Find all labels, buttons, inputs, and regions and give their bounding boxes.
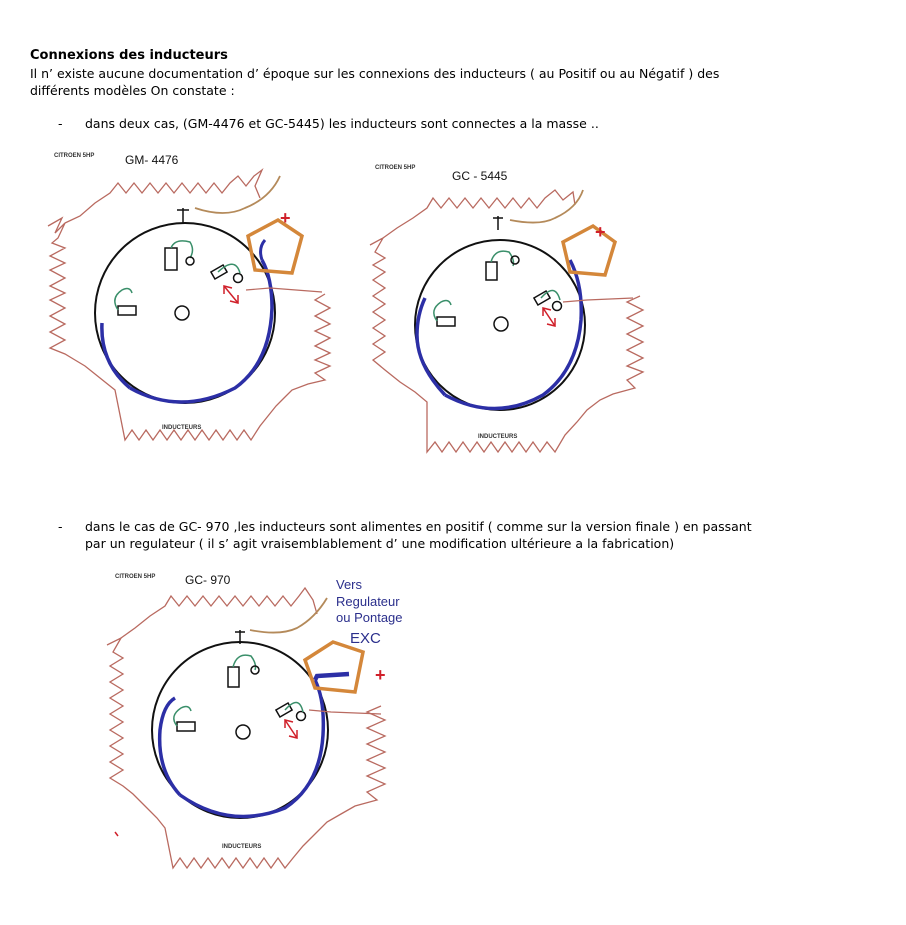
brand-label: CITROEN 5HP bbox=[54, 153, 95, 159]
bullet-text-line-1: dans le cas de GC- 970 ,les inducteurs sont alimentes en positif ( comme sur la version finale ) en passant bbox=[85, 519, 752, 534]
intro-line-1: Il n’ existe aucune documentation d’ époque sur les connexions des inducteurs ( au Positif ou au Négatif ) des bbox=[30, 66, 720, 81]
model-label: GM- 4476 bbox=[125, 153, 179, 167]
blue-wire bbox=[160, 698, 180, 795]
bullet-dash: - bbox=[58, 519, 63, 534]
bullet-text-line-2: par un regulateur ( il s’ agit vraisemblablement d’ une modification ultérieure a la fabrication) bbox=[85, 536, 675, 551]
brush-holder-icon bbox=[486, 262, 497, 280]
coil-label: INDUCTEURS bbox=[478, 434, 518, 440]
intro-line-2: différents modèles On constate : bbox=[30, 83, 235, 98]
brush-holder-icon bbox=[228, 667, 239, 687]
terminal-block bbox=[563, 226, 615, 275]
blue-wire bbox=[417, 298, 445, 395]
inductor-zigzag-top bbox=[65, 170, 262, 223]
terminal-block bbox=[248, 220, 302, 273]
diagram-gc-5445 bbox=[365, 160, 655, 460]
brand-label: CITROEN 5HP bbox=[115, 574, 156, 580]
inductor-zigzag bbox=[370, 238, 643, 452]
positive-sign: + bbox=[375, 665, 386, 685]
bullet-text: dans deux cas, (GM-4476 et GC-5445) les inducteurs sont connectes a la masse .. bbox=[85, 116, 599, 131]
brand-label: CITROEN 5HP bbox=[375, 165, 416, 171]
bullet-text bbox=[85, 518, 752, 552]
brush-holder-icon bbox=[165, 248, 177, 270]
housing-circle bbox=[415, 240, 585, 410]
double-arrow-icon bbox=[285, 720, 297, 738]
shaft-icon bbox=[494, 317, 508, 331]
model-label: GC- 970 bbox=[185, 573, 231, 587]
positive-sign: + bbox=[595, 222, 606, 242]
intro-paragraph bbox=[30, 65, 870, 99]
shaft-icon bbox=[236, 725, 250, 739]
terminal-block bbox=[305, 642, 363, 692]
section-heading: Connexions des inducteurs bbox=[30, 48, 228, 63]
double-arrow-icon bbox=[543, 308, 555, 326]
shaft-icon bbox=[175, 306, 189, 320]
regulator-note-line-2: Regulateur bbox=[336, 594, 400, 609]
double-arrow-icon bbox=[224, 286, 238, 303]
diagram-gm-4476 bbox=[40, 148, 340, 458]
regulator-note-line-3: ou Pontage bbox=[336, 610, 403, 625]
bullet-dash: - bbox=[58, 116, 63, 131]
regulator-note-line-1: Vers bbox=[336, 577, 363, 592]
blue-wire bbox=[102, 323, 130, 388]
regulator-note-line-4: EXC bbox=[350, 630, 381, 647]
inductor-zigzag bbox=[48, 218, 330, 440]
coil-label: INDUCTEURS bbox=[162, 425, 202, 431]
model-label: GC - 5445 bbox=[452, 169, 508, 183]
positive-sign: + bbox=[280, 208, 291, 228]
diagram-gc-970 bbox=[105, 570, 415, 880]
coil-label: INDUCTEURS bbox=[222, 844, 262, 850]
